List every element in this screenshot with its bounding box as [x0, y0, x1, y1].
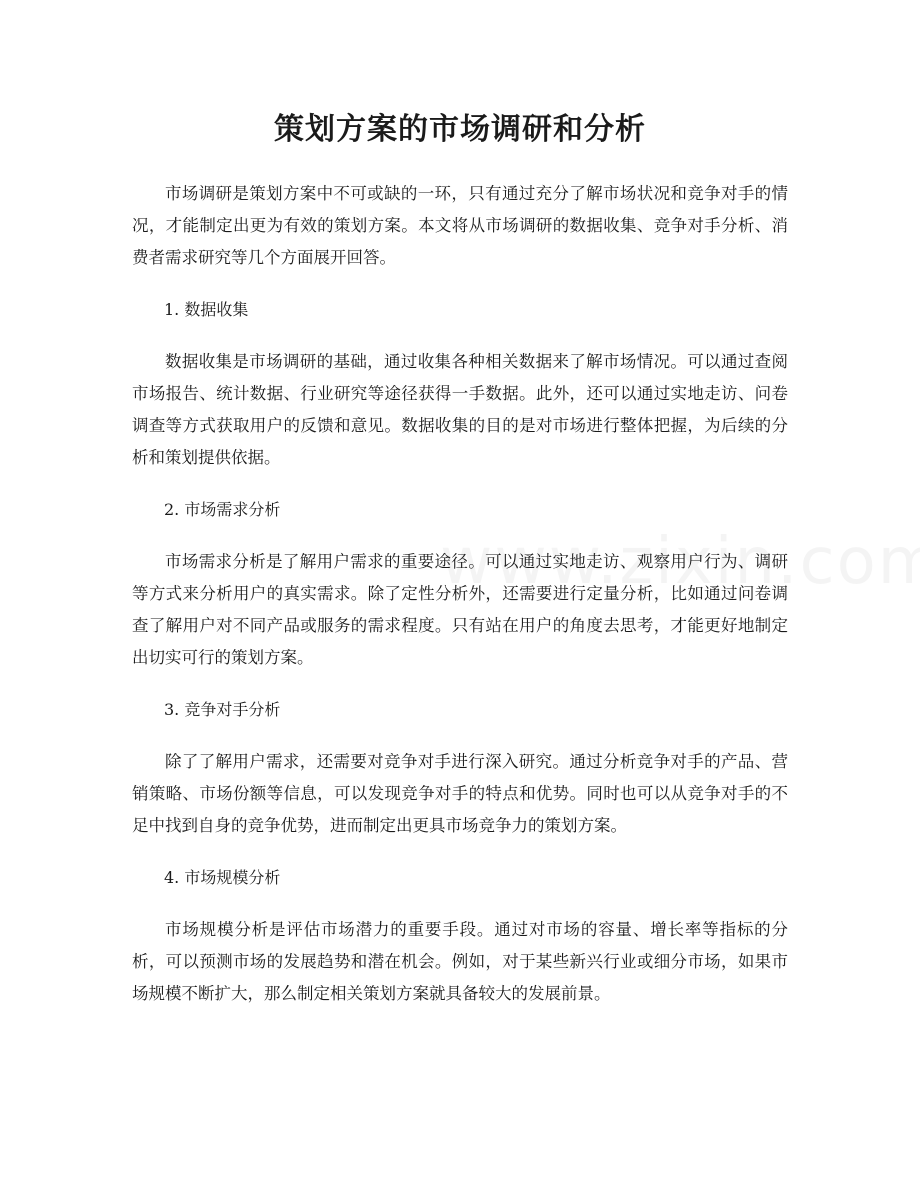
section-paragraph-market-size-analysis: 市场规模分析是评估市场潜力的重要手段。通过对市场的容量、增长率等指标的分析，可以预测市场的发展趋势和潜在机会。例如，对于某些新兴行业或细分市场，如果市场规模不断扩大，那么制定相关策划方案就具备较大的发展前景。 [132, 920, 788, 1003]
document-body [132, 178, 788, 1030]
page-title: 策划方案的市场调研和分析 [274, 112, 646, 147]
section-heading-competitor-analysis: 3. 竞争对手分析 [164, 700, 281, 719]
section-heading-data-collection: 1. 数据收集 [164, 300, 249, 319]
intro-paragraph: 市场调研是策划方案中不可或缺的一环，只有通过充分了解市场状况和竞争对手的情况，才能制定出更为有效的策划方案。本文将从市场调研的数据收集、竞争对手分析、消费者需求研究等几个方面展开回答。 [132, 184, 788, 267]
section-paragraph-competitor-analysis: 除了了解用户需求，还需要对竞争对手进行深入研究。通过分析竞争对手的产品、营销策略、市场份额等信息，可以发现竞争对手的特点和优势。同时也可以从竞争对手的不足中找到自身的竞争优势，进而制定出更具市场竞争力的策划方案。 [132, 752, 788, 835]
section-paragraph-data-collection: 数据收集是市场调研的基础，通过收集各种相关数据来了解市场情况。可以通过查阅市场报告、统计数据、行业研究等途径获得一手数据。此外，还可以通过实地走访、问卷调查等方式获取用户的反馈和意见。数据收集的目的是对市场进行整体把握，为后续的分析和策划提供依据。 [132, 352, 788, 467]
section-heading-market-size-analysis: 4. 市场规模分析 [164, 868, 281, 887]
section-paragraph-demand-analysis: 市场需求分析是了解用户需求的重要途径。可以通过实地走访、观察用户行为、调研等方式来分析用户的真实需求。除了定性分析外，还需要进行定量分析，比如通过问卷调查了解用户对不同产品或服务的需求程度。只有站在用户的角度去思考，才能更好地制定出切实可行的策划方案。 [132, 552, 788, 667]
section-heading-demand-analysis: 2. 市场需求分析 [164, 500, 281, 519]
